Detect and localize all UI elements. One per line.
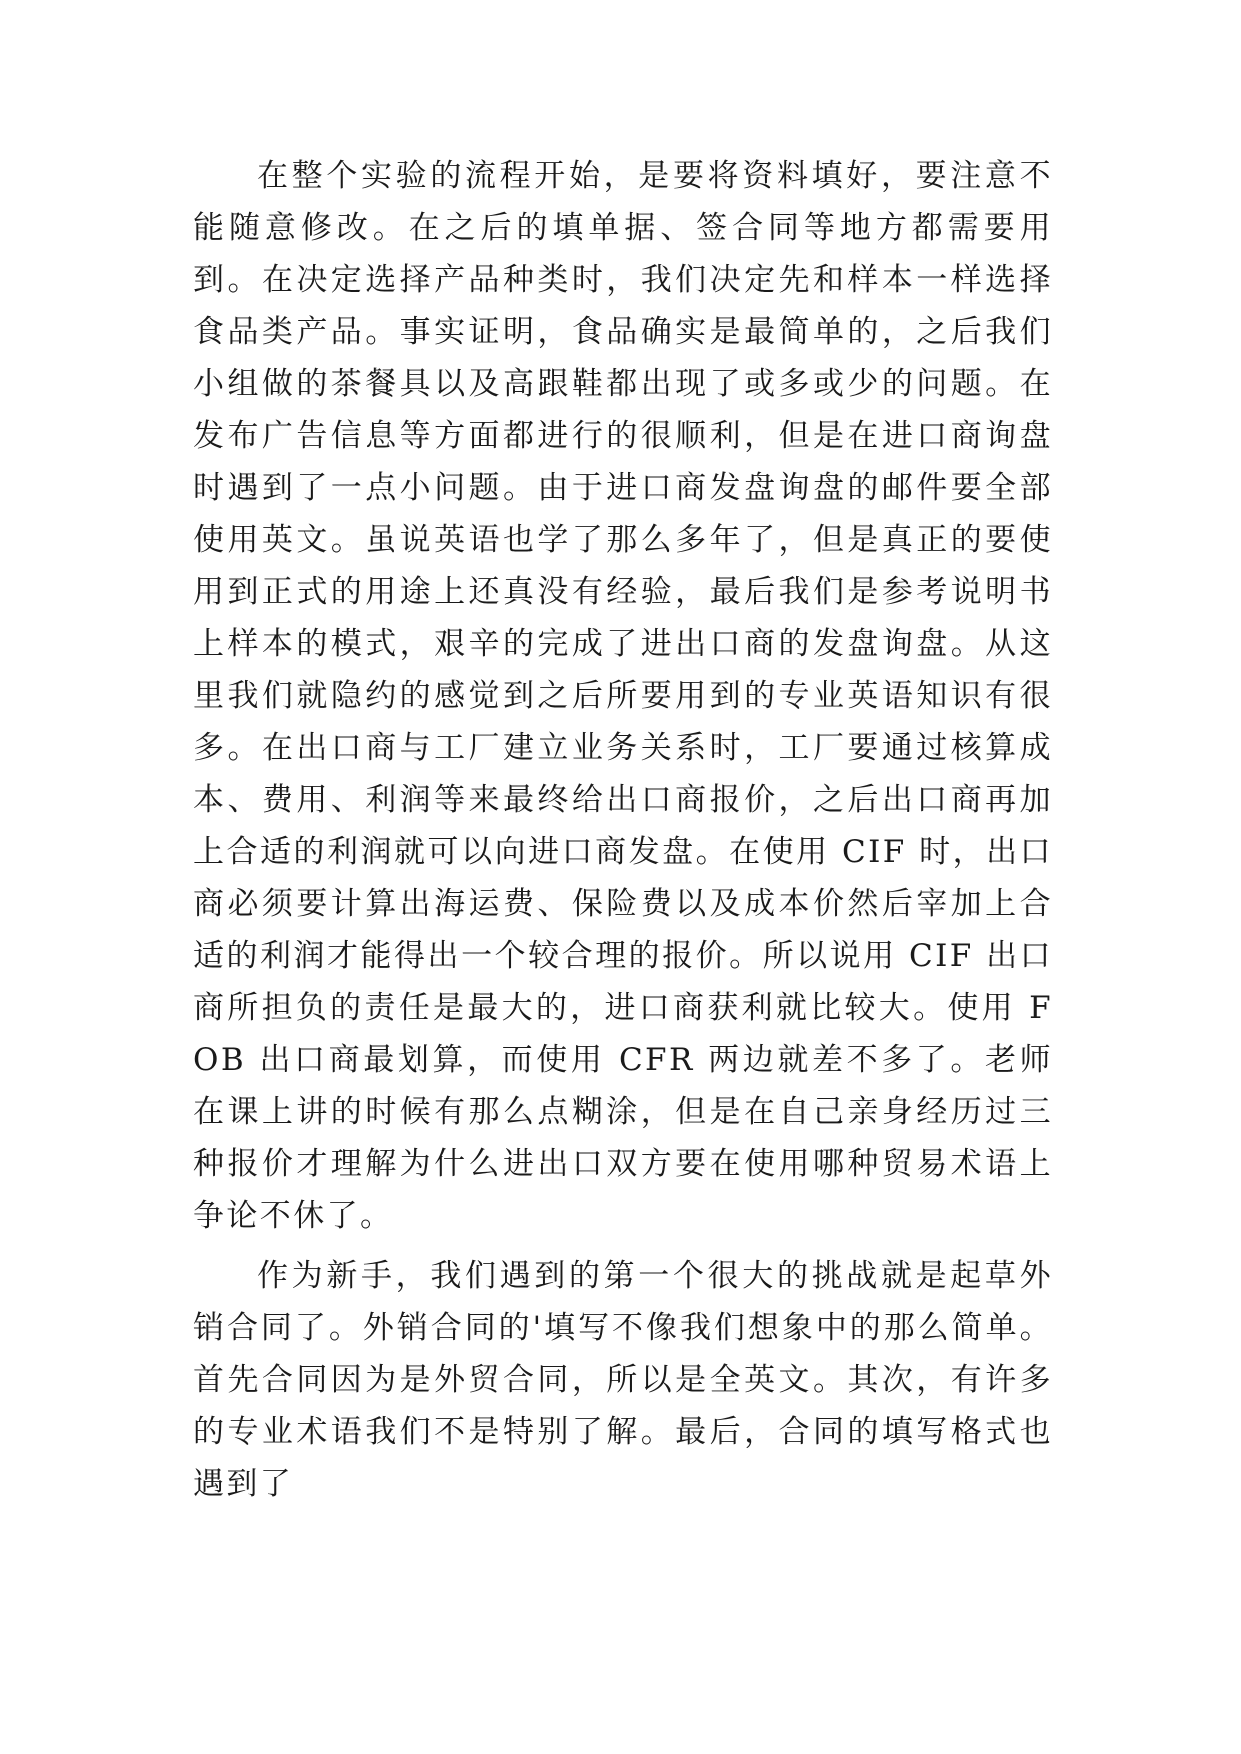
body-paragraph: 作为新手，我们遇到的第一个很大的挑战就是起草外销合同了。外销合同的'填写不像我们想象中的那么简单。首先合同因为是外贸合同，所以是全英文。其次，有许多的专业术语我们不是特别了解。最后，合同的填写格式也遇到了 xyxy=(193,1258,1053,1502)
document-body xyxy=(193,150,1053,1510)
body-paragraph: 在整个实验的流程开始，是要将资料填好，要注意不能随意修改。在之后的填单据、签合同等地方都需要用到。在决定选择产品种类时，我们决定先和样本一样选择食品类产品。事实证明，食品确实是最简单的，之后我们小组做的茶餐具以及高跟鞋都出现了或多或少的问题。在发布广告信息等方面都进行的很顺利，但是在进口商询盘时遇到了一点小问题。由于进口商发盘询盘的邮件要全部使用英文。虽说英语也学了那么多年了，但是真正的要使用到正式的用途上还真没有经验，最后我们是参考说明书上样本的模式，艰辛的完成了进出口商的发盘询盘。从这里我们就隐约的感觉到之后所要用到的专业英语知识有很多。在出口商与工厂建立业务关系时，工厂要通过核算成本、费用、利润等来最终给出口商报价，之后出口商再加上合适的利润就可以向进口商发盘。在使用 CIF 时，出口商必须要计算出海运费、保险费以及成本价然后宰加上合适的利润才能得出一个较合理的报价。所以说用 CIF 出口商所担负的责任是最大的，进口商获利就比较大。使用 FOB 出口商最划算，而使用 CFR 两边就差不多了。老师在课上讲的时候有那么点糊涂，但是在自己亲身经历过三种报价才理解为什么进出口双方要在使用哪种贸易术语上争论不休了。 xyxy=(193,158,1053,1234)
